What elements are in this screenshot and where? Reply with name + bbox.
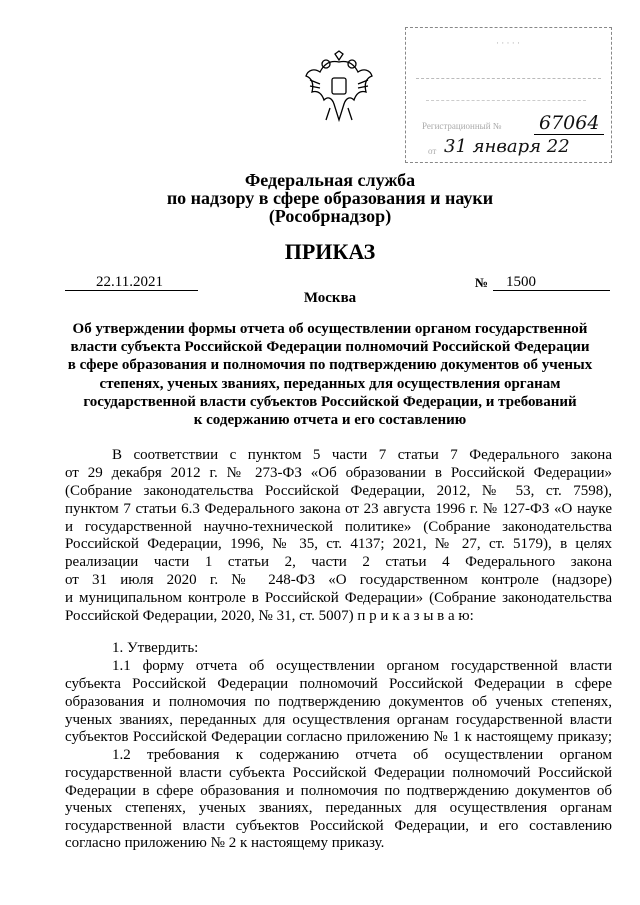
text-line: субъектов Российской Федерации согласно приложению № 1 к настоящему приказу; <box>65 729 612 745</box>
text-line: от 29 декабря 2012 г. № 273-ФЗ «Об образовании в Российской Федерации» <box>65 465 612 481</box>
title-line: в сфере образования и полномочия по подтверждению документов об ученых <box>67 357 593 373</box>
text-line: государственной власти субъектов Российской Федерации, и его составлению <box>65 818 612 834</box>
coat-of-arms-emblem <box>302 50 376 128</box>
text-line: пунктом 7 статьи 6.3 Федерального закона от 23 августа 1996 г. № 127-ФЗ «О науке <box>65 501 612 517</box>
org-name-line-2: по надзору в сфере образования и науки <box>166 188 494 208</box>
city: Москва <box>303 290 357 306</box>
text-line: согласно приложению № 2 к настоящему приказу. <box>65 835 385 851</box>
stamp-date: 31 января 22 <box>444 136 570 157</box>
text-line: 1.1 форму отчета об осуществлении органом государственной власти <box>112 658 612 674</box>
title-line: к содержанию отчета и его составлению <box>193 412 467 428</box>
text-line: от 31 июля 2020 г. № 248-ФЗ «О государственном контроле (надзоре) <box>65 572 612 588</box>
stamp-reg-label: Регистрационный № <box>422 121 502 131</box>
text-line: ученых званиях, переданных для осуществления органам государственной власти <box>65 712 612 728</box>
text-line: и государственной научно-технической политике» (Собрание законодательства <box>65 519 612 535</box>
title-line: власти субъекта Российской Федерации полномочий Российской Федерации <box>70 339 590 355</box>
text-line: 1.2 требования к содержанию отчета об осуществлении органом <box>112 747 612 763</box>
order-number: 1500 <box>506 274 536 290</box>
text-line: (Собрание законодательства Российской Федерации, 2012, № 53, ст. 7598), <box>65 483 612 499</box>
registration-stamp: · · · · · Регистрационный № 67064 от 31 января 22 <box>405 27 612 163</box>
org-name-line-3: (Рособрнадзор) <box>268 206 392 226</box>
item-1-heading: 1. Утвердить: <box>112 640 199 656</box>
doc-type-title: ПРИКАЗ <box>284 239 376 264</box>
org-name-line-1: Федеральная служба <box>244 170 416 190</box>
text-line: образования и полномочия по подтверждению документов об ученых степенях, <box>65 694 612 710</box>
text-line: Федерации в сфере образования и полномочия по подтверждению документов об <box>65 783 612 799</box>
title-line: государственной власти субъектов Российской Федерации, и требований <box>83 394 577 410</box>
text-line: ученых степенях, ученых званиях, переданных для осуществления органам <box>65 800 612 816</box>
text-line: В соответствии с пунктом 5 части 7 статьи 7 Федерального закона <box>112 447 612 463</box>
stamp-reg-number: 67064 <box>539 112 600 134</box>
title-line: степенях, ученых званиях, переданных для осуществления органам <box>99 376 561 392</box>
text-line: реализации части 1 статьи 2, части 2 статьи 4 Федерального закона <box>65 554 612 570</box>
text-line: и муниципальном контроле в Российской Федерации» (Собрание законодательства <box>65 590 612 606</box>
title-line: Об утверждении формы отчета об осуществлении органом государственной <box>72 321 588 337</box>
text-line: субъекта Российской Федерации полномочий Российской Федерации в сфере <box>65 676 612 692</box>
text-line: государственной власти субъекта Российской Федерации полномочий Российской <box>65 765 612 781</box>
number-sign: № <box>475 275 489 290</box>
text-line: Российской Федерации, 1996, № 35, ст. 4137; 2021, № 27, ст. 5179), в целях <box>65 536 612 552</box>
text-line: Российской Федерации, 2020, № 31, ст. 5007) п р и к а з ы в а ю: <box>65 608 474 624</box>
order-date: 22.11.2021 <box>96 274 163 290</box>
stamp-date-prefix: от <box>428 146 437 156</box>
